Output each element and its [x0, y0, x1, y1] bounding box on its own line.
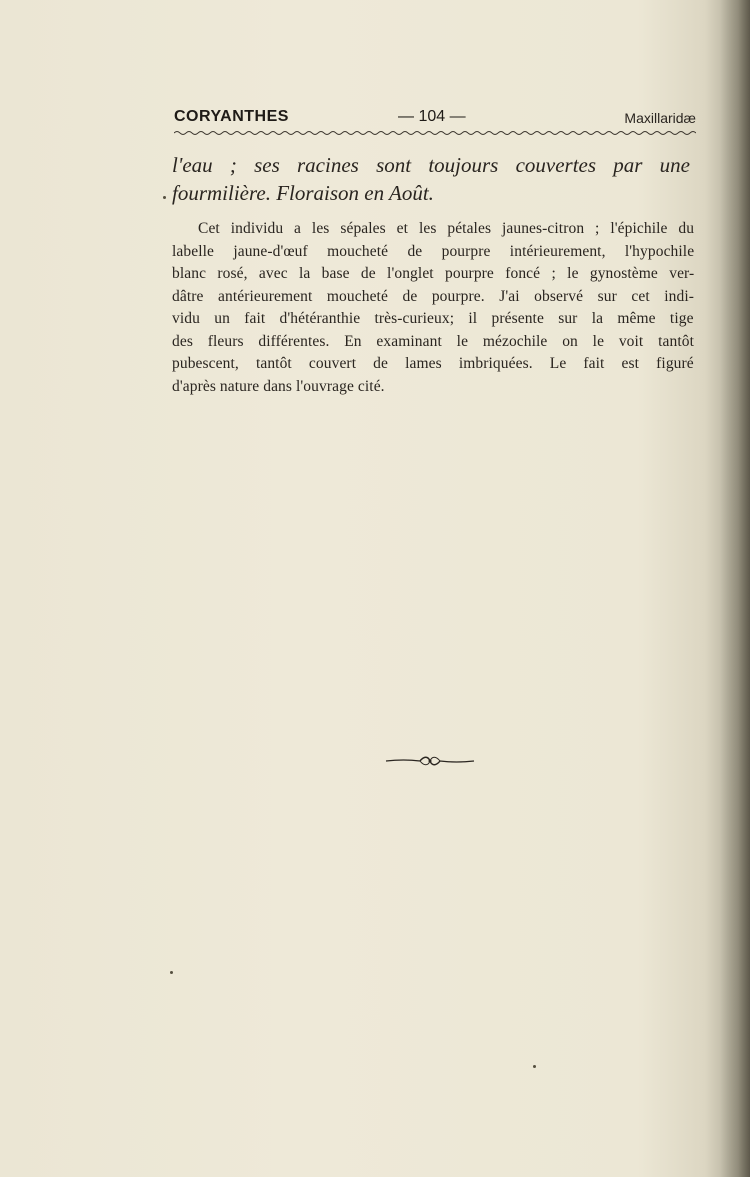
body-paragraph [172, 218, 694, 398]
italic-line-1-text: l'eau ; ses racines sont toujours couvertes par une [172, 153, 690, 177]
italic-line-2-text: fourmilière. Floraison en Août. [172, 181, 434, 205]
running-head-genus: CORYANTHES [174, 108, 289, 125]
page-header [174, 108, 696, 130]
body-line-5: vidu un fait d'hétéranthie très-curieux; il présente sur la même tige [172, 310, 694, 327]
paper-speck [533, 1065, 536, 1068]
page-edge-shadow [720, 0, 750, 1177]
body-line-2: labelle jaune-d'œuf moucheté de pourpre intérieurement, l'hypochile [172, 242, 695, 260]
running-head-family: Maxillaridæ [624, 110, 696, 126]
paper-speck [170, 971, 173, 974]
body-line-4: dâtre antérieurement moucheté de pourpre. J'ai observé sur cet indi- [172, 287, 695, 305]
paper-speck [163, 196, 166, 199]
header-wavy-rule [174, 129, 696, 137]
italic-paragraph [172, 152, 694, 207]
italic-line-2 [172, 180, 694, 207]
body-line-6: des fleurs différentes. En examinant le mézochile on le voit tantôt [172, 332, 695, 350]
body-line-1: Cet individu a les sépales et les pétales jaunes-citron ; l'épichile du [198, 220, 695, 237]
body-line-8: d'après nature dans l'ouvrage cité. [172, 377, 385, 395]
fleuron-ornament [384, 754, 476, 768]
page-number: — 104 — [398, 108, 466, 125]
body-line-3: blanc rosé, avec la base de l'onglet pourpre foncé ; le gynostème ver- [172, 265, 695, 282]
body-line-7: pubescent, tantôt couvert de lames imbriquées. Le fait est figuré [172, 355, 694, 372]
italic-line-1 [172, 152, 690, 179]
